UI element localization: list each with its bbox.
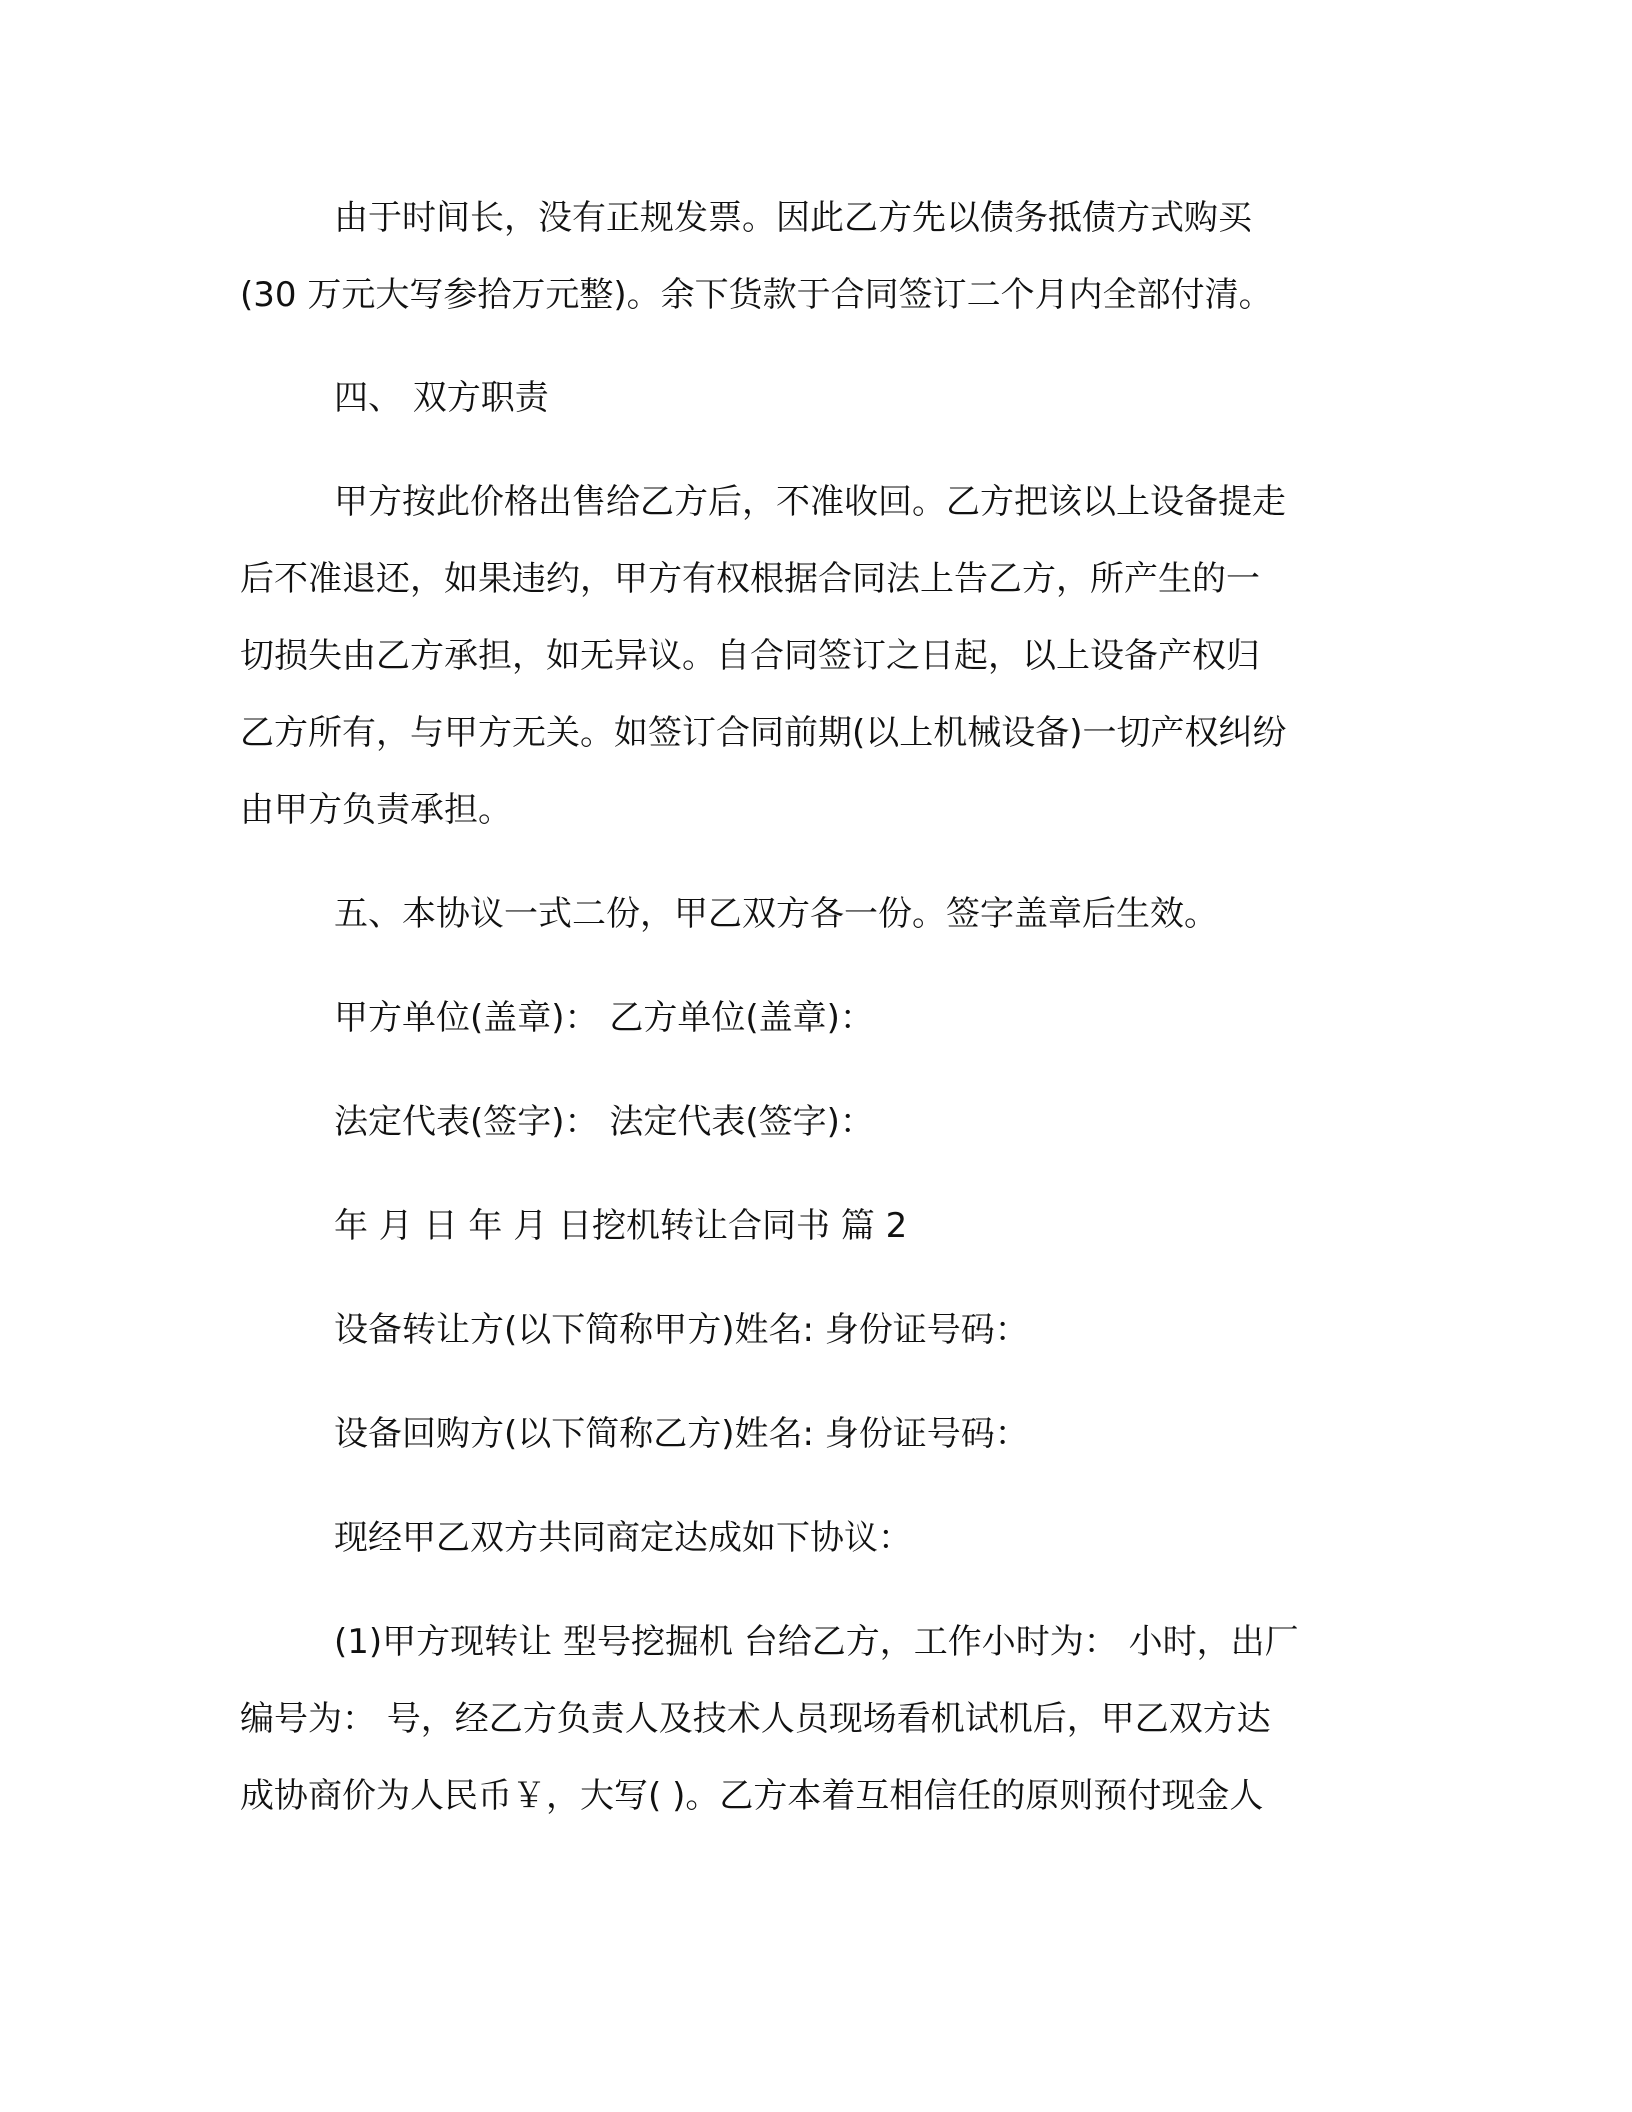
party-b-info-line — [240, 1396, 1380, 1473]
agreement-intro-line — [240, 1500, 1380, 1577]
text-line: 由甲方负责承担。 — [240, 790, 512, 830]
signature-line-representatives — [240, 1084, 1380, 1161]
clause-1-paragraph — [240, 1604, 1380, 1835]
text-line: 乙方所有，与甲方无关。如签订合同前期(以上机械设备)一切产权纠纷 — [240, 713, 1287, 753]
text-line: 甲方按此价格出售给乙方后，不准收回。乙方把该以上设备提走 — [334, 482, 1286, 522]
party-a-info-line — [240, 1292, 1380, 1369]
text-line: 设备回购方(以下简称乙方)姓名: 身份证号码： — [334, 1414, 1029, 1454]
text-line: 编号为： 号，经乙方负责人及技术人员现场看机试机后，甲乙双方达 — [240, 1699, 1271, 1739]
text-line: 切损失由乙方承担，如无异议。自合同签订之日起，以上设备产权归 — [240, 636, 1260, 676]
paragraph-copies-clause — [240, 876, 1380, 953]
section-heading-responsibilities — [240, 360, 1380, 437]
text-line: 设备转让方(以下简称甲方)姓名: 身份证号码： — [334, 1310, 1029, 1350]
text-line: 四、 双方职责 — [334, 378, 549, 418]
text-line: 甲方单位(盖章)： 乙方单位(盖章)： — [334, 998, 874, 1038]
text-line: (1)甲方现转让 型号挖掘机 台给乙方，工作小时为： 小时，出厂 — [334, 1622, 1299, 1662]
date-and-title-line — [240, 1188, 1380, 1265]
text-line: 成协商价为人民币￥，大写( )。乙方本着互相信任的原则预付现金人 — [240, 1776, 1264, 1816]
text-line: 年 月 日 年 月 日挖机转让合同书 篇 2 — [334, 1206, 908, 1246]
paragraph-payment-terms — [240, 180, 1380, 334]
text-line: 由于时间长，没有正规发票。因此乙方先以债务抵债方式购买 — [334, 198, 1252, 238]
text-line: 现经甲乙双方共同商定达成如下协议： — [334, 1518, 912, 1558]
paragraph-responsibilities — [240, 464, 1380, 849]
text-line: (30 万元大写参拾万元整)。余下货款于合同签订二个月内全部付清。 — [240, 275, 1273, 315]
signature-line-units — [240, 980, 1380, 1057]
text-line: 五、本协议一式二份，甲乙双方各一份。签字盖章后生效。 — [334, 894, 1218, 934]
text-line: 法定代表(签字)： 法定代表(签字)： — [334, 1102, 874, 1142]
text-line: 后不准退还，如果违约，甲方有权根据合同法上告乙方，所产生的一 — [240, 559, 1260, 599]
